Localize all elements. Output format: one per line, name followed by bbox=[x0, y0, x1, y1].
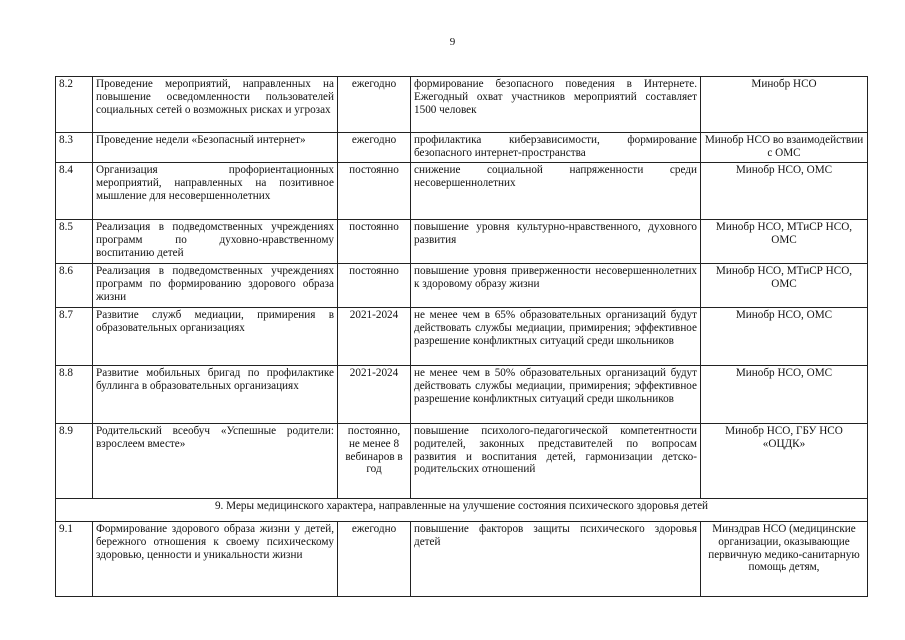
responsible-cell: Минобр НСО, МТиСР НСО, ОМС bbox=[701, 264, 868, 308]
table-row bbox=[56, 163, 868, 220]
event-cell: Проведение мероприятий, направленных на повышение осведомленности пользователей социальных сетей о возможных рисках и угрозах bbox=[93, 77, 338, 133]
event-cell: Развитие мобильных бригад по профилактике буллинга в образовательных организациях bbox=[93, 366, 338, 424]
result-cell: формирование безопасного поведения в Интернете. Ежегодный охват участников мероприятий составляет 1500 человек bbox=[411, 77, 701, 133]
event-cell: Формирование здорового образа жизни у детей, бережного отношения к своему психическому здоровью, ценности и уникальности жизни bbox=[93, 522, 338, 597]
table-row bbox=[56, 133, 868, 163]
row-number: 8.5 bbox=[56, 220, 93, 264]
row-number: 9.1 bbox=[56, 522, 93, 597]
table-row bbox=[56, 366, 868, 424]
table-row bbox=[56, 308, 868, 366]
responsible-cell: Минобр НСО, ГБУ НСО «ОЦДК» bbox=[701, 424, 868, 499]
result-cell: повышение уровня приверженности несовершеннолетних к здоровому образу жизни bbox=[411, 264, 701, 308]
row-number: 8.7 bbox=[56, 308, 93, 366]
page-number: 9 bbox=[449, 36, 456, 48]
table-row bbox=[56, 77, 868, 133]
section-title: 9. Меры медицинского характера, направленные на улучшение состояния психического здоровья детей bbox=[56, 499, 868, 522]
deadline-cell: постоянно, не менее 8 вебинаров в год bbox=[338, 424, 411, 499]
result-cell: снижение социальной напряженности среди несовершеннолетних bbox=[411, 163, 701, 220]
table-row bbox=[56, 522, 868, 597]
deadline-cell: ежегодно bbox=[338, 522, 411, 597]
result-cell: повышение уровня культурно-нравственного, духовного развития bbox=[411, 220, 701, 264]
deadline-cell: ежегодно bbox=[338, 77, 411, 133]
event-cell: Реализация в подведомственных учреждениях программ по духовно-нравственному воспитанию детей bbox=[93, 220, 338, 264]
table-row bbox=[56, 220, 868, 264]
deadline-cell: постоянно bbox=[338, 264, 411, 308]
result-cell: повышение факторов защиты психического здоровья детей bbox=[411, 522, 701, 597]
event-cell: Организация профориентационных мероприятий, направленных на позитивное мышление для несовершеннолетних bbox=[93, 163, 338, 220]
row-number: 8.6 bbox=[56, 264, 93, 308]
result-cell: профилактика киберзависимости, формирование безопасного интернет-пространства bbox=[411, 133, 701, 163]
event-cell: Развитие служб медиации, примирения в образовательных организациях bbox=[93, 308, 338, 366]
row-number: 8.8 bbox=[56, 366, 93, 424]
result-cell: не менее чем в 50% образовательных организаций будут действовать службы медиации, примирения; эффективное разрешение конфликтных ситуаций среди школьников bbox=[411, 366, 701, 424]
deadline-cell: 2021-2024 bbox=[338, 308, 411, 366]
measures-table bbox=[55, 76, 868, 597]
row-number: 8.4 bbox=[56, 163, 93, 220]
deadline-cell: 2021-2024 bbox=[338, 366, 411, 424]
responsible-cell: Минобр НСО во взаимодействии с ОМС bbox=[701, 133, 868, 163]
responsible-cell: Минобр НСО, ОМС bbox=[701, 366, 868, 424]
row-number: 8.9 bbox=[56, 424, 93, 499]
deadline-cell: постоянно bbox=[338, 163, 411, 220]
responsible-cell: Минобр НСО, ОМС bbox=[701, 308, 868, 366]
table-row bbox=[56, 424, 868, 499]
event-cell: Реализация в подведомственных учреждениях программ по формированию здорового образа жизни bbox=[93, 264, 338, 308]
row-number: 8.3 bbox=[56, 133, 93, 163]
event-cell: Проведение недели «Безопасный интернет» bbox=[93, 133, 338, 163]
deadline-cell: ежегодно bbox=[338, 133, 411, 163]
responsible-cell: Минздрав НСО (медицинские организации, оказывающие первичную медико-санитарную помощь детям, bbox=[701, 522, 868, 597]
event-cell: Родительский всеобуч «Успешные родители: взрослеем вместе» bbox=[93, 424, 338, 499]
row-number: 8.2 bbox=[56, 77, 93, 133]
responsible-cell: Минобр НСО, ОМС bbox=[701, 163, 868, 220]
responsible-cell: Минобр НСО, МТиСР НСО, ОМС bbox=[701, 220, 868, 264]
responsible-cell: Минобр НСО bbox=[701, 77, 868, 133]
deadline-cell: постоянно bbox=[338, 220, 411, 264]
result-cell: повышение психолого-педагогической компетентности родителей, законных представителей по вопросам развития и воспитания детей, гармонизации детско-родительских отношений bbox=[411, 424, 701, 499]
section-heading-row bbox=[56, 499, 868, 522]
table-row bbox=[56, 264, 868, 308]
result-cell: не менее чем в 65% образовательных организаций будут действовать службы медиации, примирения; эффективное разрешение конфликтных ситуаций среди школьников bbox=[411, 308, 701, 366]
